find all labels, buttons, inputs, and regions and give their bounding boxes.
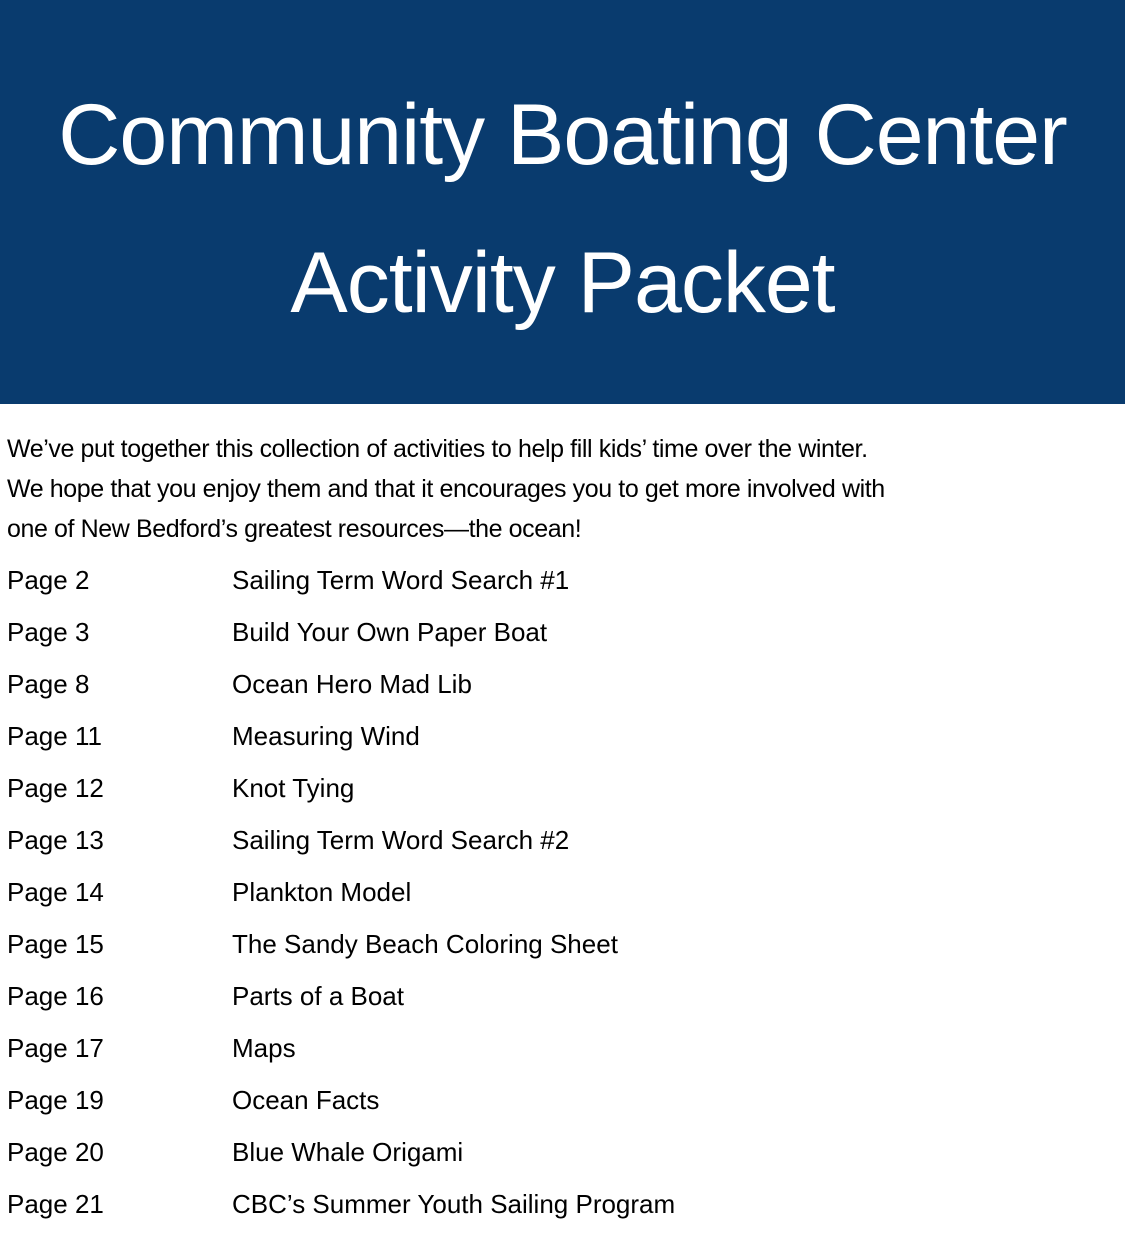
toc-page-number: Page 21	[7, 1189, 104, 1219]
toc-activity-title: The Sandy Beach Coloring Sheet	[232, 929, 618, 959]
toc-page-number: Page 19	[7, 1085, 104, 1115]
toc-activity-title: Parts of a Boat	[232, 981, 404, 1011]
toc-item	[7, 1184, 1117, 1236]
toc-item	[7, 560, 1117, 612]
toc-page-number: Page 14	[7, 877, 104, 907]
toc-item	[7, 820, 1117, 872]
toc-page-number: Page 12	[7, 773, 104, 803]
toc-item	[7, 612, 1117, 664]
toc-page-number: Page 8	[7, 669, 90, 699]
document-title: Community Boating Center	[58, 87, 1067, 183]
toc-item	[7, 768, 1117, 820]
title-banner	[0, 0, 1125, 404]
toc-page-number: Page 3	[7, 617, 90, 647]
toc-page-number: Page 17	[7, 1033, 104, 1063]
toc-item	[7, 1080, 1117, 1132]
toc-item	[7, 716, 1117, 768]
table-of-contents	[7, 560, 1117, 1236]
toc-activity-title: Ocean Hero Mad Lib	[232, 669, 472, 699]
toc-activity-title: Plankton Model	[232, 877, 412, 907]
toc-item	[7, 664, 1117, 716]
toc-activity-title: Measuring Wind	[232, 721, 420, 751]
toc-page-number: Page 11	[7, 721, 102, 751]
toc-item	[7, 1028, 1117, 1080]
toc-page-number: Page 20	[7, 1137, 104, 1167]
toc-activity-title: Ocean Facts	[232, 1085, 380, 1115]
toc-activity-title: Build Your Own Paper Boat	[232, 617, 548, 647]
toc-page-number: Page 15	[7, 929, 104, 959]
toc-activity-title: Sailing Term Word Search #2	[232, 825, 570, 855]
toc-item	[7, 976, 1117, 1028]
intro-paragraph	[7, 429, 1122, 549]
toc-page-number: Page 16	[7, 981, 104, 1011]
toc-page-number: Page 2	[7, 565, 90, 595]
toc-activity-title: Knot Tying	[232, 773, 355, 803]
toc-activity-title: Blue Whale Origami	[232, 1137, 464, 1167]
toc-activity-title: Maps	[232, 1033, 296, 1063]
intro-line: We hope that you enjoy them and that it encourages you to get more involved with	[7, 475, 885, 503]
document-subtitle: Activity Packet	[290, 235, 835, 331]
toc-item	[7, 924, 1117, 976]
intro-line: We’ve put together this collection of activities to help fill kids’ time over the winter.	[7, 435, 868, 463]
toc-item	[7, 1132, 1117, 1184]
toc-activity-title: Sailing Term Word Search #1	[232, 565, 570, 595]
toc-item	[7, 872, 1117, 924]
toc-activity-title: CBC’s Summer Youth Sailing Program	[232, 1189, 676, 1219]
toc-page-number: Page 13	[7, 825, 104, 855]
intro-line: one of New Bedford’s greatest resources—the ocean!	[7, 515, 582, 543]
